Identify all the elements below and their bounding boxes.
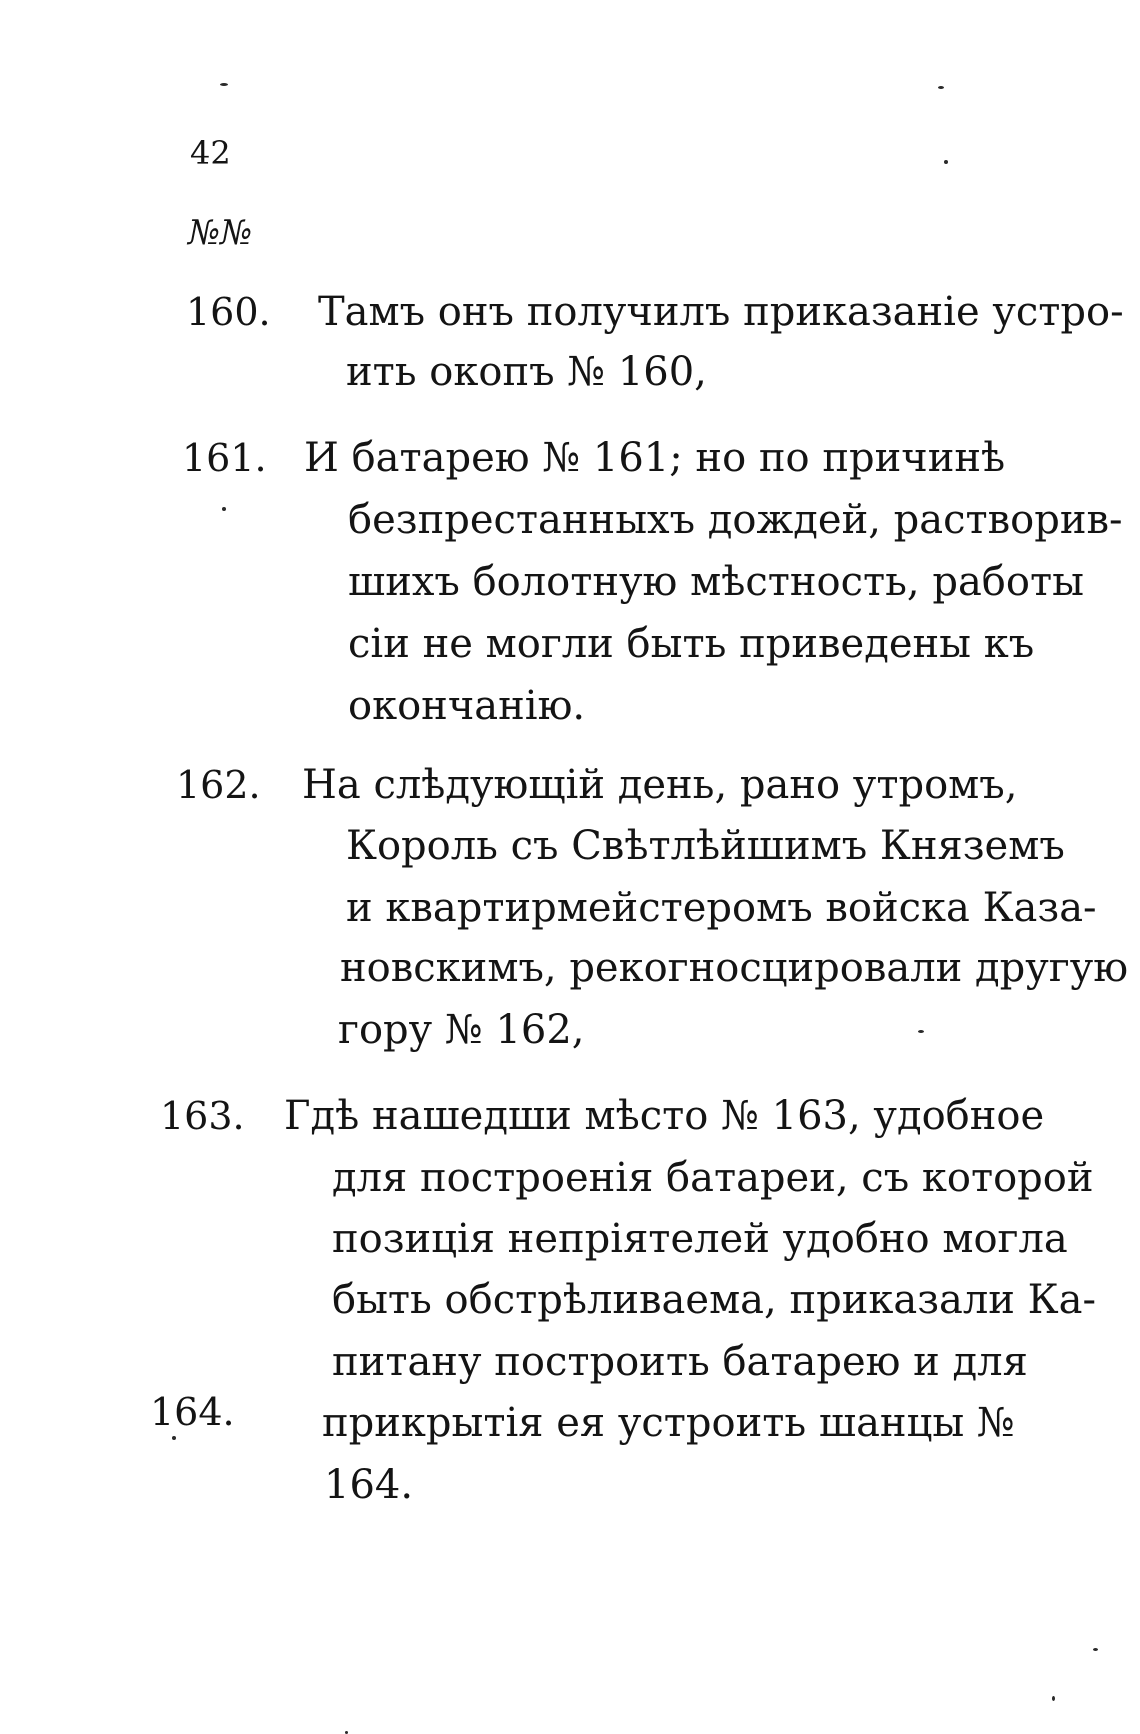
entry-number: 161.	[182, 436, 267, 480]
entry-text-line: Король съ Свѣтлѣйшимъ Княземъ	[346, 823, 1065, 869]
scan-speck	[172, 1436, 176, 1440]
entry-text-line: 164.	[324, 1462, 414, 1508]
entry-text-line: быть обстрѣливаема, приказали Ка-	[332, 1277, 1097, 1323]
entry-text-line: прикрытія ея устроить шанцы №	[322, 1400, 1015, 1446]
entry-number: 163.	[160, 1094, 245, 1138]
scan-speck	[918, 1030, 924, 1033]
entry-text-line: безпрестанныхъ дождей, растворив-	[348, 497, 1123, 543]
scan-speck	[944, 160, 948, 164]
entry-text-line: Тамъ онъ получилъ приказаніе устро-	[318, 289, 1124, 335]
entry-text-line: Гдѣ нашедши мѣсто № 163, удобное	[284, 1093, 1045, 1139]
scan-speck	[1093, 1648, 1098, 1651]
scan-speck	[938, 86, 944, 89]
entry-text-line: питану построить батарею и для	[332, 1339, 1028, 1385]
entry-text-line: ить окопъ № 160,	[346, 349, 707, 395]
entry-text-line: и квартирмейстеромъ войска Каза-	[346, 885, 1097, 931]
entry-text-line: окончанію.	[348, 683, 586, 729]
entry-number: 164.	[150, 1390, 235, 1434]
entry-text-line: для построенія батареи, съ которой	[332, 1155, 1094, 1201]
entry-text-line: шихъ болотную мѣстность, работы	[348, 559, 1084, 605]
scan-speck	[1052, 1696, 1055, 1701]
scan-speck	[222, 507, 226, 511]
entry-text-line: позиція непріятелей удобно могла	[332, 1216, 1068, 1262]
page-number: 42	[190, 134, 231, 172]
entry-text-line: гору № 162,	[338, 1007, 585, 1053]
entry-text-line: новскимъ, рекогносцировали другую	[340, 945, 1129, 991]
entry-text-line: На слѣдующій день, рано утромъ,	[302, 762, 1018, 808]
scan-speck	[220, 83, 228, 86]
column-header: №№	[188, 213, 253, 253]
entry-number: 160.	[186, 290, 271, 334]
entry-number: 162.	[176, 763, 261, 807]
entry-text-line: И батарею № 161; но по причинѣ	[304, 435, 1006, 481]
entry-text-line: сіи не могли быть приведены къ	[348, 621, 1035, 667]
